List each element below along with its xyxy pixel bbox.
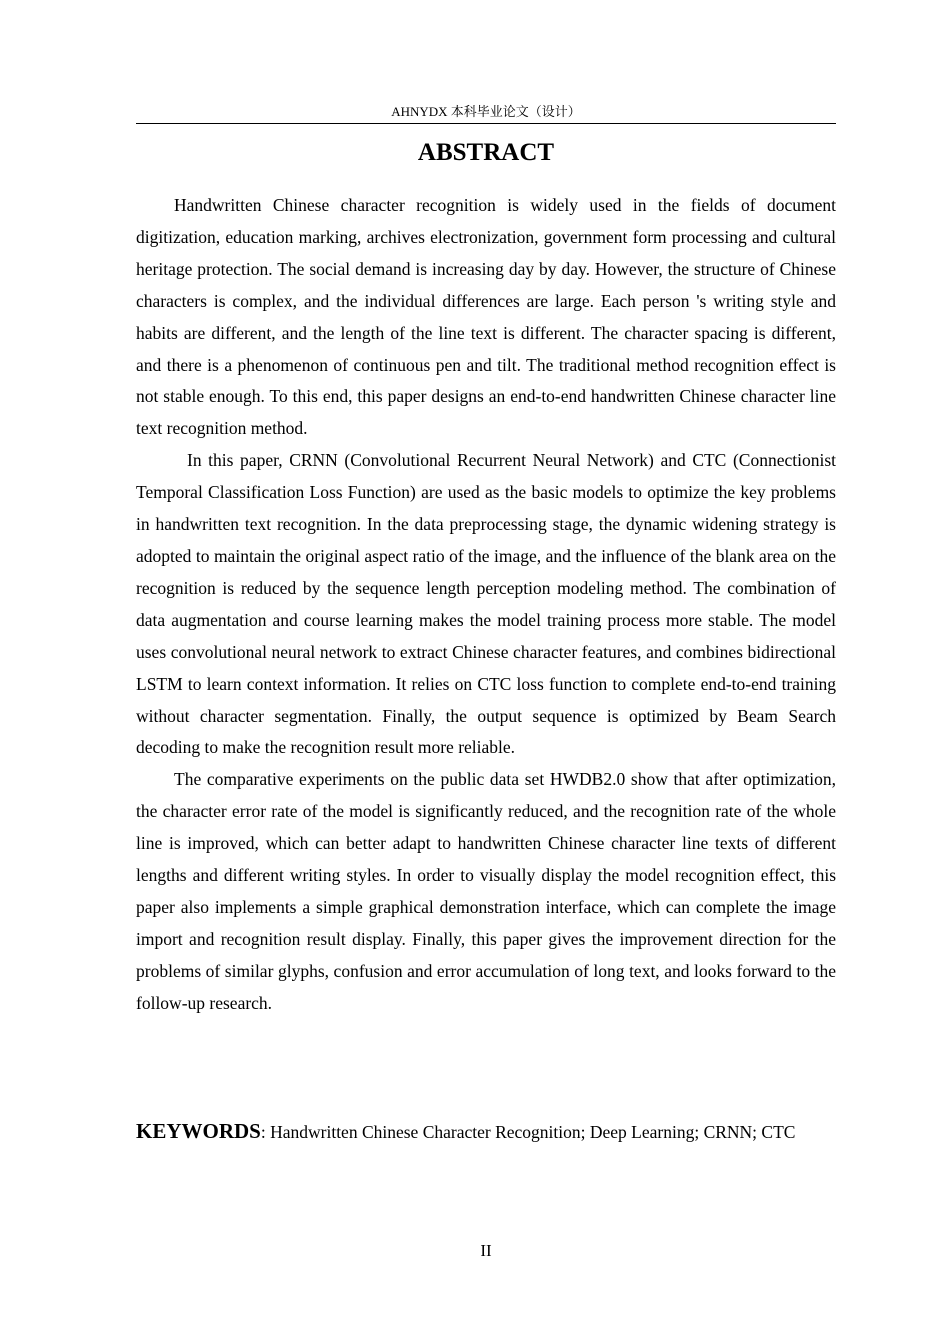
abstract-paragraph-2: In this paper, CRNN (Convolutional Recurrent Neural Network) and CTC (Connectionist Temporal Classification Loss Function) are used as the basic models to optimize the key problems in handwritten text recognition. In the data preprocessing stage, the dynamic widening strategy is adopted to maintain the original aspect ratio of the image, and the influence of the blank area on the recognition is reduced by the sequence length perception modeling method. The combination of data augmentation and course learning makes the model training process more stable. The model uses convolutional neural network to extract Chinese character features, and combines bidirectional LSTM to learn context information. It relies on CTC loss function to complete end-to-end training without character segmentation. Finally, the output sequence is optimized by Beam Search decoding to make the recognition result more reliable. [136,450,836,758]
header-rule [136,123,836,124]
abstract-paragraph-1: Handwritten Chinese character recognition is widely used in the fields of document digitization, education marking, archives electronization, government form processing and cultural heritage protection. The social demand is increasing day by day. However, the structure of Chinese characters is complex, and the individual differences are large. Each person 's writing style and habits are different, and the length of the line text is different. The character spacing is different, and there is a phenomenon of continuous pen and tilt. The traditional method recognition effect is not stable enough. To this end, this paper designs an end-to-end handwritten Chinese character line text recognition method. [136,195,836,439]
keywords-line [136,1115,836,1148]
running-header: AHNYDX 本科毕业论文（设计） [391,104,581,119]
keywords-label: KEYWORDS [136,1119,261,1143]
abstract-body [136,190,836,1020]
abstract-title: ABSTRACT [417,139,555,166]
page-number: II [480,1241,492,1260]
keywords-text: : Handwritten Chinese Character Recognition; Deep Learning; CRNN; CTC [260,1122,796,1142]
abstract-paragraph-3: The comparative experiments on the public data set HWDB2.0 show that after optimization, the character error rate of the model is significantly reduced, and the recognition rate of the whole line is improved, which can better adapt to handwritten Chinese character line texts of different lengths and different writing styles. In order to visually display the model recognition effect, this paper also implements a simple graphical demonstration interface, which can complete the image import and recognition result display. Finally, this paper gives the improvement direction for the problems of similar glyphs, confusion and error accumulation of long text, and looks forward to the follow-up research. [136,769,836,1013]
